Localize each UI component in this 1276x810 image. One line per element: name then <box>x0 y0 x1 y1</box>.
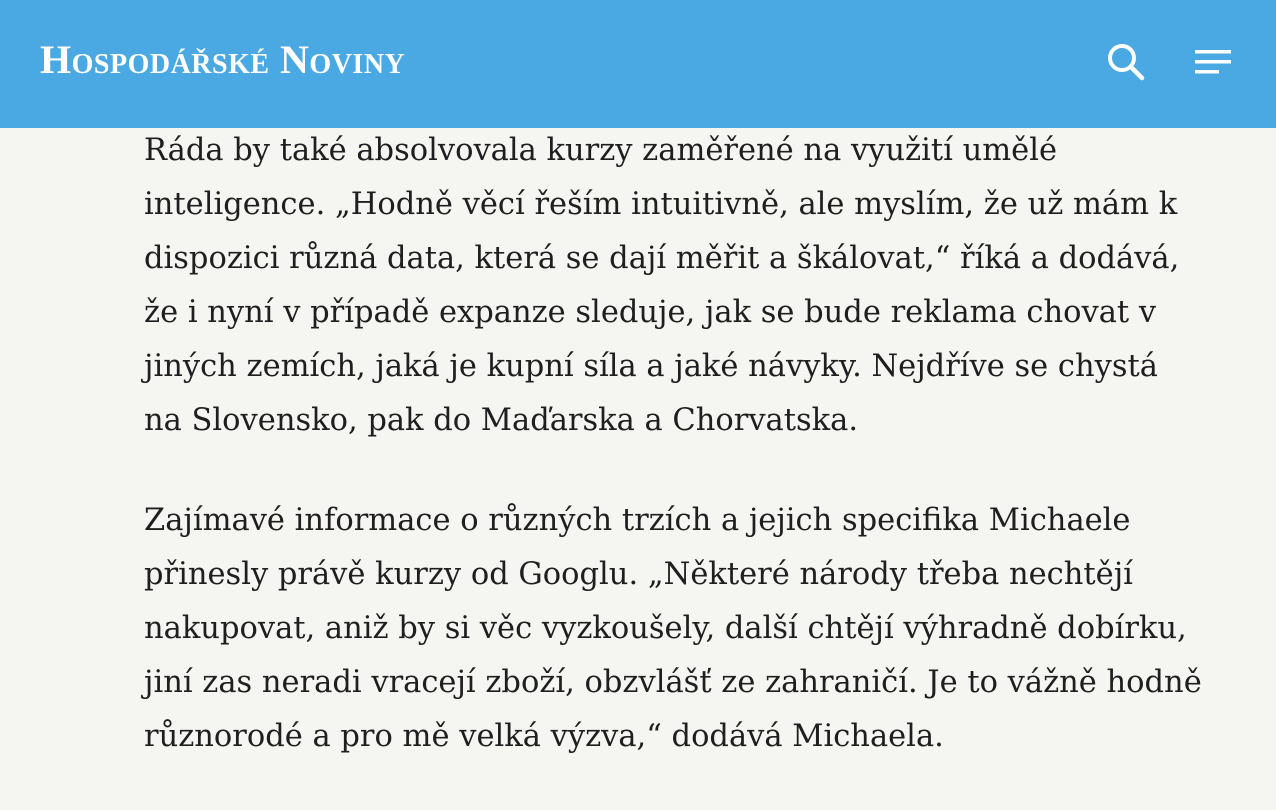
article-body <box>144 124 1204 810</box>
article-paragraph: Ráda by také absolvovala kurzy zaměřené na využití umělé inteligence. „Hodně věcí řeším intuitivně, ale myslím, že už mám k dispozici různá data, která se dají měřit a škálovat,“ říká a dodává, že i nyní v případě expanze sleduje, jak se bude reklama chovat v jiných zemích, jaká je kupní síla a jaké návyky. Nejdříve se chystá na Slovensko, pak do Maďarska a Chorvatska. <box>144 133 1180 438</box>
article-paragraph: Zajímavé informace o různých trzích a jejich specifika Michaele přinesly právě kurzy od Googlu. „Některé národy třeba nechtějí nakupovat, aniž by si věc vyzkoušely, další chtějí výhradně dobírku, jiní zas neradi vracejí zboží, obzvlášť ze zahraničí. Je to vážně hodně různorodé a pro mě velká výzva,“ dodává Michaela. <box>144 503 1202 754</box>
site-header <box>0 0 1276 128</box>
menu-icon <box>1195 48 1233 76</box>
search-icon <box>1106 42 1146 82</box>
search-button[interactable] <box>1102 34 1150 90</box>
menu-button[interactable] <box>1190 34 1238 90</box>
site-logo[interactable]: Hospodářské Noviny <box>40 37 406 82</box>
